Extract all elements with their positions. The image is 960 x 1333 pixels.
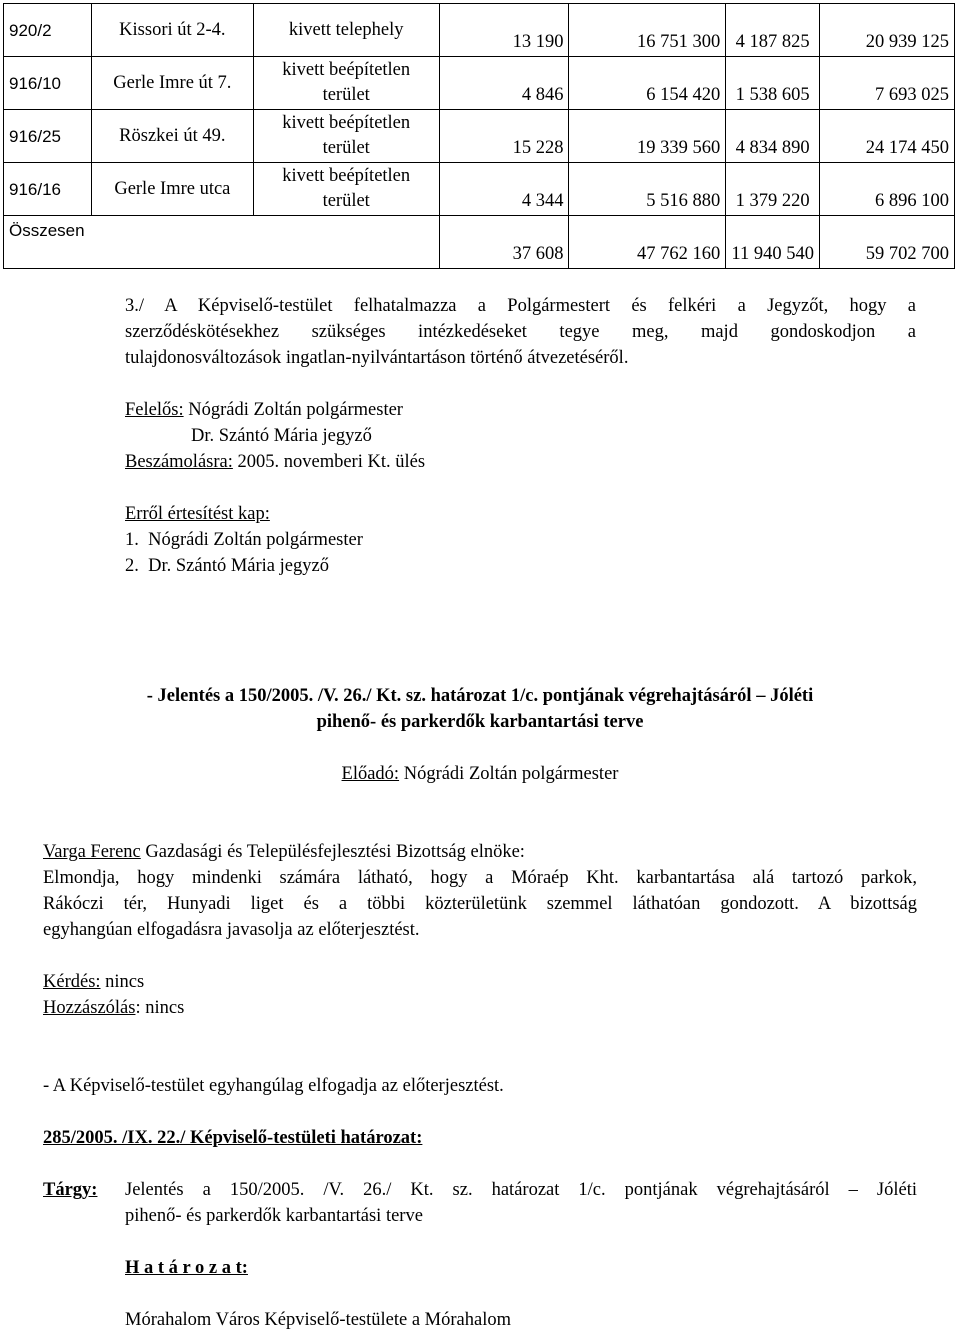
resolution-title: 285/2005. /IX. 22./ Képviselő-testületi határozat: [43, 1128, 423, 1148]
subject-line-1: Jelentés a 150/2005. /V. 26./ Kt. sz. határozat 1/c. pontjának végrehajtásáról – Jóléti [125, 1180, 917, 1200]
decision-body-start: Mórahalom Város Képviselő-testülete a Mórahalom [125, 1310, 511, 1330]
cell-total: 7 693 025 [820, 57, 955, 110]
cell-value1: 6 154 420 [569, 57, 726, 110]
questions-value: nincs [105, 972, 145, 992]
responsible-line [125, 400, 403, 421]
cell-value2: 4 187 825 [726, 4, 820, 57]
table-row [4, 163, 955, 216]
notify-label: Erről értesítést kap: [125, 504, 270, 524]
table-sum-row [4, 216, 955, 269]
cell-parcel: 916/16 [4, 163, 92, 216]
responsible-label: Felelős: [125, 400, 184, 420]
committee-line-3: egyhangúan elfogadásra javasolja az előterjesztést. [43, 920, 420, 940]
comments-value: : nincs [135, 998, 185, 1018]
cell-value1: 5 516 880 [569, 163, 726, 216]
cell-address: Röszkei út 49. [91, 110, 253, 163]
cell-value2: 1 538 605 [726, 57, 820, 110]
committee-speaker-line [43, 842, 525, 863]
cell-value1: 16 751 300 [569, 4, 726, 57]
comments-label: Hozzászólás [43, 998, 136, 1018]
cell-total: 6 896 100 [820, 163, 955, 216]
table-row [4, 57, 955, 110]
sum-value1: 47 762 160 [569, 216, 726, 269]
questions-line [43, 972, 144, 993]
cell-area: 4 846 [439, 57, 569, 110]
cell-area: 4 344 [439, 163, 569, 216]
committee-speaker-role: Gazdasági és Településfejlesztési Bizottság elnöke: [145, 842, 525, 862]
subject-label: Tárgy: [43, 1180, 98, 1200]
notify-item-1: 1. Nógrádi Zoltán polgármester [125, 530, 363, 550]
cell-area: 15 228 [439, 110, 569, 163]
cell-address: Gerle Imre utca [91, 163, 253, 216]
report-heading-line-1: - Jelentés a 150/2005. /V. 26./ Kt. sz. határozat 1/c. pontjának végrehajtásáról – Jóléti [146, 686, 814, 706]
sum-total: 59 702 700 [820, 216, 955, 269]
committee-line-2: Rákóczi tér, Hunyadi liget és a többi közterületünk szemmel láthatóan gondozott. A bizottság [43, 894, 917, 914]
responsible-notary: Dr. Szántó Mária jegyző [191, 426, 372, 446]
presenter-label: Előadó: [341, 764, 400, 784]
table-row [4, 110, 955, 163]
sum-area: 37 608 [439, 216, 569, 269]
vote-result: - A Képviselő-testület egyhangúlag elfogadja az előterjesztést. [43, 1076, 504, 1096]
cell-parcel: 916/10 [4, 57, 92, 110]
cell-value2: 1 379 220 [726, 163, 820, 216]
cell-total: 20 939 125 [820, 4, 955, 57]
report-heading-line-2: pihenő- és parkerdők karbantartási terve [316, 712, 644, 732]
cell-area: 13 190 [439, 4, 569, 57]
item3-line-3: tulajdonosváltozások ingatlan-nyilvántartáson történő átvezetéséről. [125, 348, 629, 368]
cell-address: Gerle Imre út 7. [91, 57, 253, 110]
land-parcel-table [3, 3, 955, 269]
cell-use: kivett beépítetlen terület [253, 57, 439, 110]
item3-line-2: szerződéskötésekhez szükséges intézkedéseket tegye meg, majd gondoskodjon a [125, 322, 916, 342]
presenter-name: Nógrádi Zoltán polgármester [403, 764, 619, 784]
cell-use: kivett beépítetlen terület [253, 110, 439, 163]
cell-parcel: 920/2 [4, 4, 92, 57]
report-deadline-value: 2005. novemberi Kt. ülés [237, 452, 426, 472]
cell-parcel: 916/25 [4, 110, 92, 163]
cell-use: kivett telephely [253, 4, 439, 57]
table-row [4, 4, 955, 57]
subject-line-2: pihenő- és parkerdők karbantartási terve [125, 1206, 423, 1226]
questions-label: Kérdés: [43, 972, 101, 992]
comments-line [43, 998, 184, 1019]
committee-line-1: Elmondja, hogy mindenki számára látható, hogy a Móraép Kht. karbantartása alá tartozó parkok, [43, 868, 917, 888]
cell-value2: 4 834 890 [726, 110, 820, 163]
cell-address: Kissori út 2-4. [91, 4, 253, 57]
responsible-mayor: Nógrádi Zoltán polgármester [188, 400, 403, 420]
cell-use: kivett beépítetlen terület [253, 163, 439, 216]
report-deadline-line [125, 452, 425, 473]
notify-item-2: 2. Dr. Szántó Mária jegyző [125, 556, 329, 576]
decision-label: H a t á r o z a t: [125, 1258, 248, 1278]
cell-total: 24 174 450 [820, 110, 955, 163]
sum-label: Összesen [4, 216, 440, 269]
report-deadline-label: Beszámolásra: [125, 452, 233, 472]
presenter-line [43, 764, 917, 785]
committee-speaker-name: Varga Ferenc [43, 842, 141, 862]
item3-line-1: 3./ A Képviselő-testület felhatalmazza a Polgármestert és felkéri a Jegyzőt, hogy a [125, 296, 916, 316]
cell-value1: 19 339 560 [569, 110, 726, 163]
sum-value2: 11 940 540 [726, 216, 820, 269]
